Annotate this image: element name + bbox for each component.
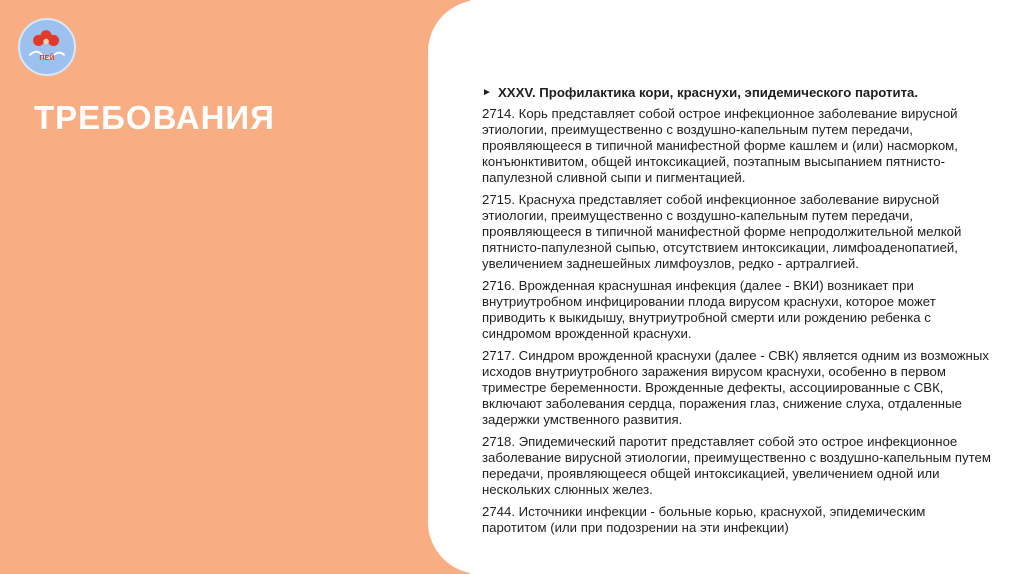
- logo-graphic: [20, 20, 74, 74]
- paragraph-2717: 2717. Синдром врожденной краснухи (далее - СВК) является одним из возможных исходов внутриутробного заражения вирусом краснухи, особенно в первом триместре беременности. Врожденные дефекты, ассоциированные с СВК, включают заболевания сердца, поражения глаз, снижение слуха, отдаленные задержки умственного развития.: [482, 348, 989, 427]
- flower-logo-icon: [18, 18, 76, 76]
- title-row: [482, 85, 992, 101]
- paragraph-2715: 2715. Краснуха представляет собой инфекционное заболевание вирусной этиологии, преимущественно с воздушно-капельным путем передачи, проявляющееся в типичной манифестной форме непродолжительной мелкой пятнисто-папулезной сыпью, отсутствием интоксикации, лимфоаденопатией, увеличением заднешейных лимфоузлов, редко - артралгией.: [482, 192, 962, 271]
- paragraph-2744: 2744. Источники инфекции - больные корью, краснухой, эпидемическим паротитом (или при подозрении на эти инфекции): [482, 504, 926, 535]
- page-heading: ТРЕБОВАНИЯ: [34, 99, 275, 136]
- logo-text: ПЕЙ: [39, 55, 55, 62]
- paragraph-2718: 2718. Эпидемический паротит представляет собой это острое инфекционное заболевание вирусной этиологии, преимущественно с воздушно-капельным путем передачи, проявляющееся общей интоксикацией, увеличением одной или нескольких слюнных желез.: [482, 434, 991, 497]
- section-title: XXXV. Профилактика кори, краснухи, эпидемического паротита.: [498, 85, 919, 100]
- bullet-arrow-icon: ►: [482, 87, 492, 98]
- paragraph-2714: 2714. Корь представляет собой острое инфекционное заболевание вирусной этиологии, преимущественно с воздушно-капельным путем передачи, проявляющееся в типичной манифестной форме кашлем и (или) насморком, конъюнктивитом, общей интоксикацией, поэтапным высыпанием пятнисто-папулезной сливной сыпи и пигментацией.: [482, 106, 958, 185]
- paragraph-2716: 2716. Врожденная краснушная инфекция (далее - ВКИ) возникает при внутриутробном инфицировании плода вирусом краснухи, которое может приводить к выкидышу, внутриутробной смерти или рождению ребенка с синдромом врожденной краснухи.: [482, 278, 936, 341]
- left-panel: [0, 0, 470, 574]
- document-content: [482, 85, 992, 542]
